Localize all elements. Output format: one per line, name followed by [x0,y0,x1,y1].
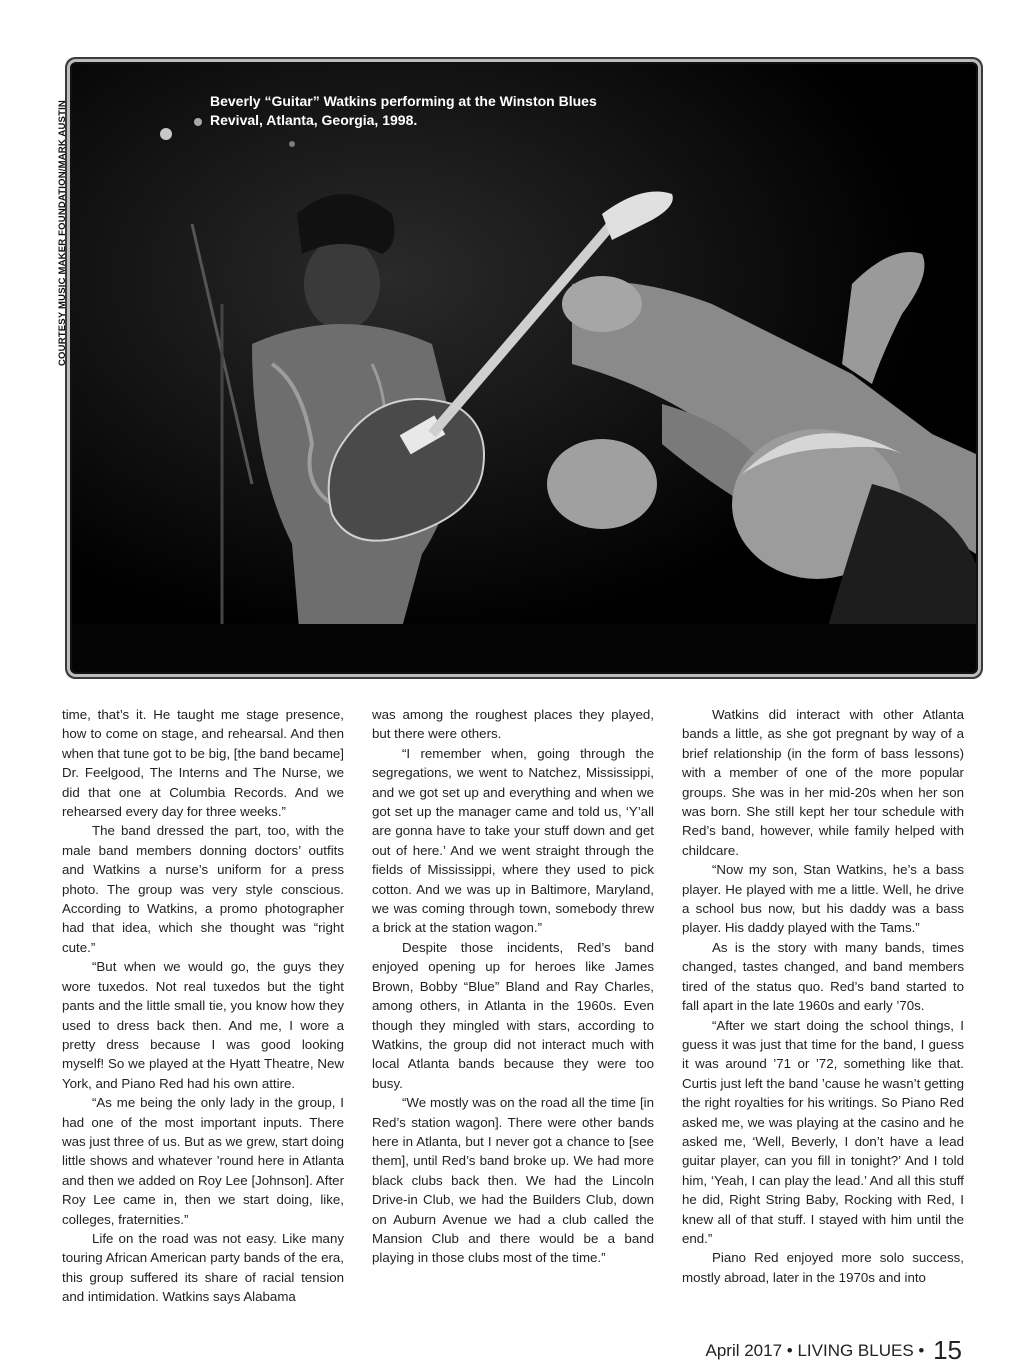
paragraph: “Now my son, Stan Watkins, he’s a bass player. He played with me a little. Well, he drive a school bus now, but his daddy was a bass player. His daddy played with the Tams.” [682,862,964,936]
paragraph: was among the roughest places they played, but there were others. [372,707,654,742]
issue-label: April 2017 • LIVING BLUES • [705,1341,925,1360]
article-column-3 [682,705,964,1287]
paragraph: Life on the road was not easy. Like many touring African American party bands of the era, this group suffered its share of racial tension and intimidation. Watkins says Alabama [62,1230,344,1305]
photo-credit: COURTESY MUSIC MAKER FOUNDATION/MARK AUSTIN [57,100,68,366]
article-column-1 [62,705,344,1307]
paragraph: Watkins did interact with other Atlanta bands a little, as she got pregnant by way of a brief relationship (in the form of bass lessons) with a member of one of the more popular groups. She was in her mid-20s when her son was born. She still kept her tour schedule with Red’s band, however, while family helped with childcare. [682,707,964,858]
article-body [62,705,964,1305]
paragraph: “We mostly was on the road all the time [in Red’s station wagon]. There were other bands here in Atlanta, but I never got a chance to [see them], until Red’s band broke up. We had more black clubs back then. We had the Lincoln Drive-in Club, we had the Builders Club, down on Auburn Avenue we had a club called the Mansion Club and there would be a band playing in those clubs most of the time.” [372,1095,654,1266]
paragraph: “As me being the only lady in the group, I had one of the most important inputs. There was just three of us. But as we grew, start doing little shows and whatever ’round here in Atlanta and then we added on Roy Lee [Johnson]. After Roy Lee came in, then we start doing, like, colleges, fraternities.” [62,1095,344,1227]
paragraph: The band dressed the part, too, with the male band members donning doctors’ outfits and Watkins a nurse’s uniform for a press photo. The group was very style conscious. According to Watkins, a promo photographer had that idea, which she thought was “right cute.” [62,823,344,955]
paragraph: Piano Red enjoyed more solo success, mostly abroad, later in the 1970s and into [682,1250,964,1285]
photo-caption: Beverly “Guitar” Watkins performing at the Winston Blues Revival, Atlanta, Georgia, 1998. [210,93,597,128]
page-number: 15 [933,1335,962,1365]
paragraph: Despite those incidents, Red’s band enjoyed opening up for heroes like James Brown, Bobby “Blue” Bland and Ray Charles, among others, in Atlanta in the 1960s. Even though they mingled with stars, according to Watkins, the group did not interact much with local Atlanta bands because they were too busy. [372,939,654,1091]
paragraph: “But when we would go, the guys they wore tuxedos. Not real tuxedos but the tight pants and the little small tie, you know how they used to dress back then. And me, I wore a pretty dress because I was good looking myself! So we played at the Hyatt Theatre, New York, and Piano Red had his own attire. [62,959,344,1091]
paragraph: “After we start doing the school things, I guess it was just that time for the band, I guess it was around ’71 or ’72, something like that. Curtis just left the band ’cause he wasn’t getting the right royalties for his writings. So Piano Red asked me, we was playing at the casino and he asked me, ‘Well, Beverly, I don’t have a lead guitar player, can you fill in tonight?’ And I told him, ‘Yeah, I can play the lead.’ And all this stuff he did, Right String Baby, Rocking with Red, I knew all of that stuff. I stayed with him until the end.” [682,1017,964,1246]
paragraph: “I remember when, going through the segregations, we went to Natchez, Mississippi, and we got set up and everything and when we got set up the manager came and told us, ‘Y’all are gonna have to take your stuff down and get out of here.’ And we went straight through the fields of Mississippi, where they used to pick cotton. And we was up in Baltimore, Maryland, we was coming through town, somebody threw a brick at the station wagon.” [372,745,654,936]
paragraph: As is the story with many bands, times changed, tastes changed, and band members tired of the status quo. Red’s band started to fall apart in the late 1960s and early ’70s. [682,939,964,1014]
concert-photo [72,64,976,672]
page-footer [706,1335,963,1366]
paragraph: time, that’s it. He taught me stage presence, how to come on stage, and rehearsal. And then when that tune got to be big, [the band became] Dr. Feelgood, The Interns and The Nurse, we did that one at Columbia Records. And we rehearsed every day for three weeks.” [62,707,344,820]
article-column-2 [372,705,654,1268]
concert-photo-illustration [72,64,976,672]
